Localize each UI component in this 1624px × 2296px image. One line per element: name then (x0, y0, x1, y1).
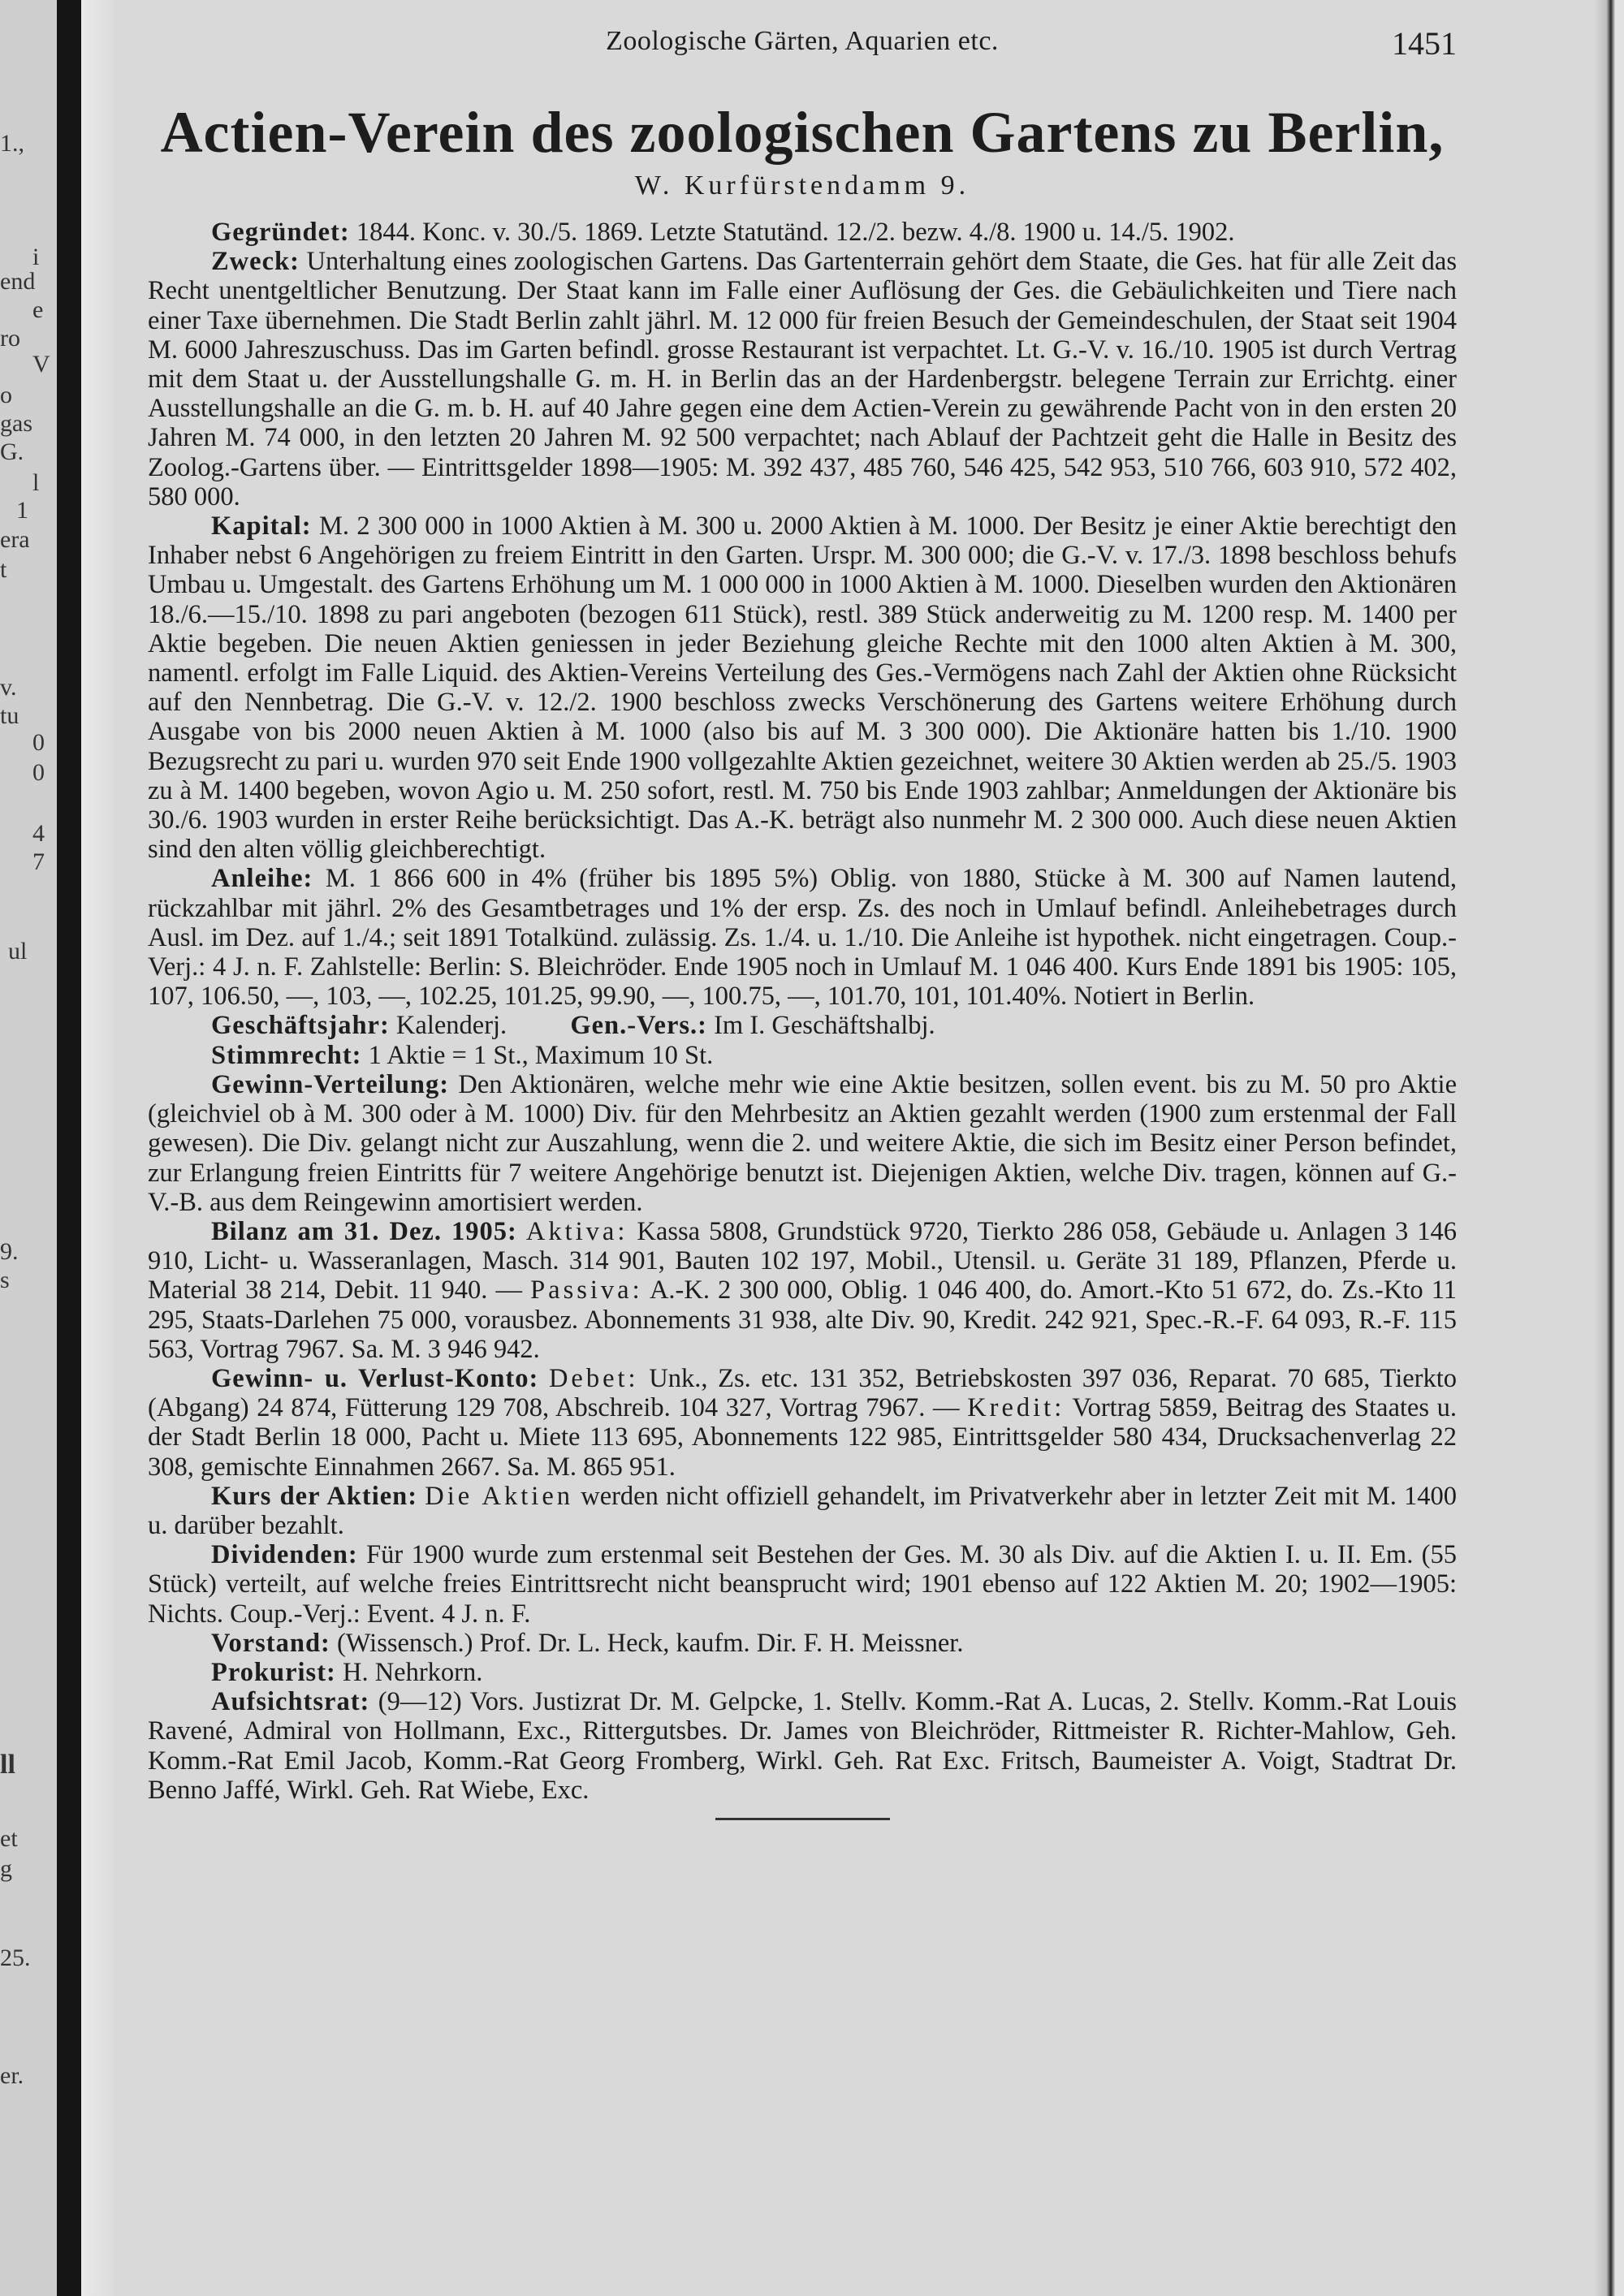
kredit-label: Kredit: (967, 1393, 1065, 1423)
section-text: H. Nehrkorn. (342, 1657, 483, 1687)
debet-text: Unk., Zs. etc. 131 352, Betriebskosten 397 036, Reparat. 70 685, Tierkto (Abgang) 24 874, Fütterung 129 708, Abschreib. 104 327, Vortrag 7967. — (148, 1363, 1458, 1423)
section-text: Für 1900 wurde zum erstenmal seit Bestehen der Ges. M. 30 als Div. auf die Aktien I. u. II. Em. (55 Stück) verteilt, auf welche freies Eintrittsrecht nicht beansprucht wird; 1901 ebenso auf 122 Aktien M. 20; 1902—1905: Nichts. Coup.-Verj.: Event. 4 J. n. F. (148, 1540, 1457, 1629)
adjacent-page-fragment: g (0, 1855, 12, 1882)
adjacent-page-fragment: tu (0, 702, 19, 729)
section-kapital (148, 511, 1457, 864)
section-label: Prokurist: (211, 1657, 336, 1687)
section-aufsichtsrat (148, 1687, 1457, 1805)
section-text: M. 2 300 000 in 1000 Aktien à M. 300 u. 2000 Aktien à M. 1000. Der Besitz je einer Aktie berechtigt den Inhaber nebst 6 Angehörigen zu freiem Eintritt in den Garten. Urspr. M. 300 000; die G.-V. v. 17./3. 1898 beschloss behufs Umbau u. Umgestalt. des Gartens Erhöhung um M. 1 000 000 in 1000 Aktien à M. 1000. Dieselben wurden den Aktionären 18./6.—15./10. 1898 zu pari angeboten (bezogen 611 Stück), restl. 389 Stück anderweitig zu M. 1200 resp. M. 1400 per Aktie begeben. Die neuen Aktien geniessen in jeder Beziehung gleiche Rechte mit den 1000 alten Aktien à M. 300, namentl. erfolgt im Falle Liquid. des Aktien-Vereins Verteilung des Ges.-Vermögens nach Zahl der Aktien ohne Rücksicht auf den Nennbetrag. Die G.-V. v. 12./2. 1900 beschloss zwecks Verschönerung des Gartens weitere Erhöhung durch Ausgabe von bis 2000 neuen Aktien à M. 1000 (also bis auf M. 3 300 000). Die Aktionäre hatten bis 1./10. 1900 Bezugsrecht zu pari u. wurden 970 seit Ende 1900 vollgezahlte Aktien gezeichnet, weitere 30 Aktien werden ab 25./5. 1903 zu à M. 1400 begeben, wovon Agio u. M. 250 sofort, restl. M. 750 bis Ende 1903 zahlbar; Anmeldungen der Aktionäre bis 30./6. 1903 wurden in erster Reihe berücksichtigt. Das A.-K. beträgt also nunmehr M. 2 300 000. Auch diese neuen Aktien sind den alten völlig gleichberechtigt. (148, 511, 1457, 865)
adjacent-page-fragment: gas (0, 410, 32, 437)
adjacent-page-fragment: o (0, 382, 12, 408)
page-title: Actien-Verein des zoologischen Gartens zu Berlin, (160, 100, 1445, 165)
section-dividenden (148, 1540, 1457, 1629)
adjacent-page-fragment: end (0, 268, 36, 295)
running-header (148, 18, 1457, 62)
adjacent-page-fragment: ll (0, 1750, 15, 1780)
section-label: Aufsichtsrat: (211, 1687, 370, 1717)
section-zweck (148, 247, 1457, 511)
adjacent-page-fragment: i (32, 244, 40, 270)
adjacent-page-fragment: 1 (16, 497, 28, 524)
adjacent-page-fragment: er. (0, 2062, 24, 2089)
adjacent-page-fragment: G. (0, 438, 24, 465)
section-text: Unterhaltung eines zoologischen Gartens. Das Gartenterrain gehört dem Staate, die Ges. hat für alle Zeit das Recht unentgeltlicher Benutzung. Der Staat kann im Falle einer Auflösung der Ges. die Gebäulichkeiten und Tiere nach einer Taxe übernehmen. Die Stadt Berlin zahlt jährl. M. 12 000 für freien Besuch der Gemeindeschulen, der Staat seit 1904 M. 6000 Jahreszuschuss. Das im Garten befindl. grosse Restaurant ist verpachtet. Lt. G.-V. v. 16./10. 1905 ist durch Vertrag mit dem Staat u. der Ausstellungshalle G. m. H. in Berlin das an der Hardenbergstr. belegene Terrain zur Errichtg. einer Ausstellungshalle an die G. m. b. H. auf 40 Jahre gegen eine dem Actien-Verein zu gewährende Pacht von in den ersten 20 Jahren M. 74 000, in den letzten 20 Jahren M. 92 500 verpachtet; nach Ablauf der Pachtzeit geht die Halle in Besitz des Zoolog.-Gartens über. — Eintrittsgelder 1898—1905: M. 392 437, 485 760, 546 425, 542 953, 510 766, 603 910, 572 402, 580 000. (148, 247, 1458, 511)
section-label: Stimmrecht: (211, 1040, 362, 1070)
kurs-lead: Die Aktien (425, 1481, 574, 1511)
section-label: Geschäftsjahr: (211, 1011, 390, 1041)
section-label: Dividenden: (211, 1540, 358, 1570)
section-text: werden nicht offiziell gehandelt, im Privatverkehr aber in letzter Zeit mit M. 1400 u. darüber bezahlt. (148, 1481, 1458, 1540)
section-text: M. 1 866 600 in 4% (früher bis 1895 5%) Oblig. von 1880, Stücke à M. 300 auf Namen lautend, rückzahlbar mit jährl. 2% des Gesamtbetrages und 1% der ersp. Zs. des noch in Umlauf befindl. Anleihebetrages durch Ausl. im Dez. auf 1./4.; seit 1891 Totalkünd. zulässig. Zs. 1./4. u. 1./10. Die Anleihe ist hypothek. nicht eingetragen. Coup.-Verj.: 4 J. n. F. Zahlstelle: Berlin: S. Bleichröder. Ende 1905 noch in Umlauf M. 1 046 400. Kurs Ende 1891 bis 1905: 105, 107, 106.50, —, 103, —, 102.25, 101.25, 99.90, —, 100.75, —, 101.70, 101, 101.40%. Notiert in Berlin. (148, 864, 1458, 1012)
section-label: Gen.-Vers.: (570, 1011, 707, 1041)
section-kurs (148, 1482, 1457, 1540)
section-label: Bilanz am 31. Dez. 1905: (211, 1216, 517, 1246)
section-text: 1844. Konc. v. 30./5. 1869. Letzte Statutänd. 12./2. bezw. 4./8. 1900 u. 14./5. 1902. (356, 218, 1235, 247)
section-label: Gegründet: (211, 218, 350, 247)
address: W. Kurfürstendamm 9. (634, 170, 970, 201)
passiva-text: A.-K. 2 300 000, Oblig. 1 046 400, do. Amort.-Kto 51 672, do. Zs.-Kto 11 295, Staats-Darlehen 75 000, vorausbez. Abonnements 31 938, alte Div. 90, Kredit. 242 921, Spec.-R.-F. 64 093, R.-F. 115 563, Vortrag 7967. Sa. M. 3 946 942. (148, 1275, 1457, 1364)
aktiva-text: Kassa 5808, Grundstück 9720, Tierkto 286 058, Gebäude u. Anlagen 3 146 910, Licht- u. Wasseranlagen, Masch. 314 901, Bauten 102 197, Mobil., Utensil. u. Geräte 31 189, Pflanzen, Pferde u. Material 38 214, Debit. 11 940. — (148, 1216, 1458, 1306)
section-gegruendet (148, 218, 1457, 247)
adjacent-page-fragment: 9. (0, 1238, 19, 1265)
adjacent-page-fragment: 7 (32, 848, 45, 875)
book-binding-shadow (57, 0, 81, 2296)
adjacent-page-fragment: era (0, 526, 30, 553)
adjacent-page-fragment: et (0, 1825, 18, 1852)
section-text: Im I. Geschäftshalbj. (714, 1011, 935, 1041)
section-text: 1 Aktie = 1 St., Maximum 10 St. (368, 1040, 714, 1070)
page-gutter (81, 0, 114, 2296)
section-label: Kapital: (211, 511, 312, 542)
adjacent-page-fragment: ro (0, 325, 20, 352)
section-anleihe (148, 864, 1457, 1011)
section-label: Gewinn-Verteilung: (211, 1069, 450, 1099)
section-vorstand (148, 1629, 1457, 1658)
adjacent-page-fragment: 0 (32, 759, 45, 786)
end-rule (715, 1818, 890, 1820)
debet-label: Debet: (548, 1363, 639, 1393)
section-prokurist (148, 1658, 1457, 1687)
adjacent-page-fragment: 4 (32, 820, 45, 847)
section-gewinn-verlust (148, 1364, 1457, 1482)
section-geschaeftsjahr-gen-vers (148, 1011, 1457, 1040)
adjacent-page-fragment: 1., (0, 130, 24, 157)
section-bilanz (148, 1217, 1457, 1364)
section-label: Zweck: (211, 247, 300, 277)
aktiva-label: Aktiva: (525, 1216, 628, 1246)
section-stimmrecht (148, 1041, 1457, 1070)
page-number: 1451 (1392, 25, 1457, 62)
adjacent-page-fragment: 0 (32, 729, 45, 756)
section-label: Vorstand: (211, 1628, 330, 1658)
adjacent-page-fragment: 25. (0, 1944, 31, 1971)
section-text: Den Aktionären, welche mehr wie eine Aktie besitzen, sollen event. bis zu M. 50 pro Aktie (gleichviel ob à M. 300 oder à M. 1000) Div. für den Mehrbesitz an Aktien gezahlt werden (1900 zum erstenmal der Fall gewesen). Die Div. gelangt nicht zur Auszahlung, wenn die 2. und weitere Aktie, die sich im Besitz einer Person befindet, zur Erlangung freien Eintritts für 7 weitere Angehörige benutzt ist. Diejenigen Aktien, welche Div. tragen, können auf G.-V.-B. aus dem Reingewinn amortisiert werden. (148, 1069, 1457, 1217)
section-label: Kurs der Aktien: (211, 1481, 418, 1511)
page-right-edge (1595, 0, 1624, 2296)
running-title: Zoologische Gärten, Aquarien etc. (606, 26, 999, 56)
document-page (148, 18, 1457, 1820)
adjacent-page-fragment: s (0, 1267, 10, 1293)
section-text: (Wissensch.) Prof. Dr. L. Heck, kaufm. Dir. F. H. Meissner. (336, 1628, 964, 1658)
section-text: Kalenderj. (395, 1011, 508, 1041)
adjacent-page-fragment: e (32, 296, 44, 323)
adjacent-page-fragment: t (0, 556, 7, 583)
kredit-text: Vortrag 5859, Beitrag des Staates u. der Stadt Berlin 18 000, Pacht u. Miete 113 695, Abonnements 122 985, Eintrittsgelder 580 434, Drucksachenverlag 22 308, gemischte Einnahmen 2667. Sa. M. 865 951. (148, 1393, 1458, 1482)
section-label: Anleihe: (211, 864, 313, 894)
adjacent-page-fragment: l (32, 469, 40, 496)
passiva-label: Passiva: (530, 1275, 643, 1306)
adjacent-page-fragment: ul (8, 938, 28, 965)
section-gewinn-verteilung (148, 1070, 1457, 1217)
adjacent-page-fragment: V (32, 351, 50, 378)
section-label: Gewinn- u. Verlust-Konto: (211, 1363, 539, 1393)
section-text: (9—12) Vors. Justizrat Dr. M. Gelpcke, 1. Stellv. Komm.-Rat A. Lucas, 2. Stellv. Komm.-Rat Louis Ravené, Admiral von Hollmann, Exc., Rittergutsbes. Dr. James von Bleichröder, Rittmeister R. Richter-Mahlow, Geh. Komm.-Rat Emil Jacob, Komm.-Rat Georg Fromberg, Wirkl. Geh. Rat Exc. Fritsch, Baumeister A. Voigt, Stadtrat Dr. Benno Jaffé, Wirkl. Geh. Rat Wiebe, Exc. (148, 1687, 1458, 1805)
adjacent-page-fragment: v. (0, 674, 17, 701)
